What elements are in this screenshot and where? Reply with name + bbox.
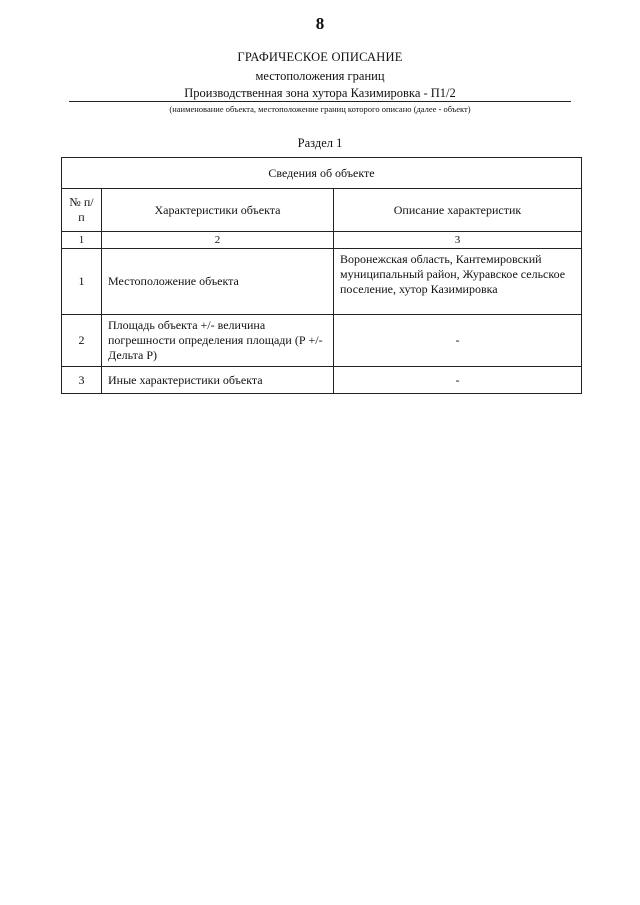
document-subtitle: местоположения границ xyxy=(255,69,385,83)
row-number-cell: 3 xyxy=(62,367,102,394)
row-number-cell: 1 xyxy=(62,249,102,315)
table-caption: Сведения об объекте xyxy=(62,158,582,189)
table-row xyxy=(62,315,582,367)
table-row xyxy=(62,249,582,315)
column-number-cell: 2 xyxy=(102,232,334,249)
object-info-table xyxy=(61,157,582,394)
header-cell-description: Описание характеристик xyxy=(334,189,582,232)
column-number-row xyxy=(62,232,582,249)
description-cell: - xyxy=(334,367,582,394)
document-title: ГРАФИЧЕСКОЕ ОПИСАНИЕ xyxy=(237,50,403,64)
characteristic-cell: Местоположение объекта xyxy=(102,249,334,315)
description-cell: - xyxy=(334,315,582,367)
table-caption-row xyxy=(62,158,582,189)
object-name: Производственная зона хутора Казимировка - П1/2 xyxy=(69,85,571,102)
page-number: 8 xyxy=(315,14,325,33)
header-cell-number: № п/п xyxy=(62,189,102,232)
column-number-cell: 1 xyxy=(62,232,102,249)
characteristic-cell: Иные характеристики объекта xyxy=(102,367,334,394)
table-header-row xyxy=(62,189,582,232)
table-row xyxy=(62,367,582,394)
column-number-cell: 3 xyxy=(334,232,582,249)
section-label: Раздел 1 xyxy=(297,136,343,150)
document-header xyxy=(0,49,640,115)
row-number-cell: 2 xyxy=(62,315,102,367)
characteristic-cell: Площадь объекта +/- величина погрешности определения площади (Р +/- Дельта Р) xyxy=(102,315,334,367)
object-name-caption: (наименование объекта, местоположение границ которого описано (далее - объект) xyxy=(169,104,471,114)
header-cell-characteristic: Характеристики объекта xyxy=(102,189,334,232)
description-cell: Воронежская область, Кантемировский муниципальный район, Журавское сельское поселение, хутор Казимировка xyxy=(334,249,582,315)
